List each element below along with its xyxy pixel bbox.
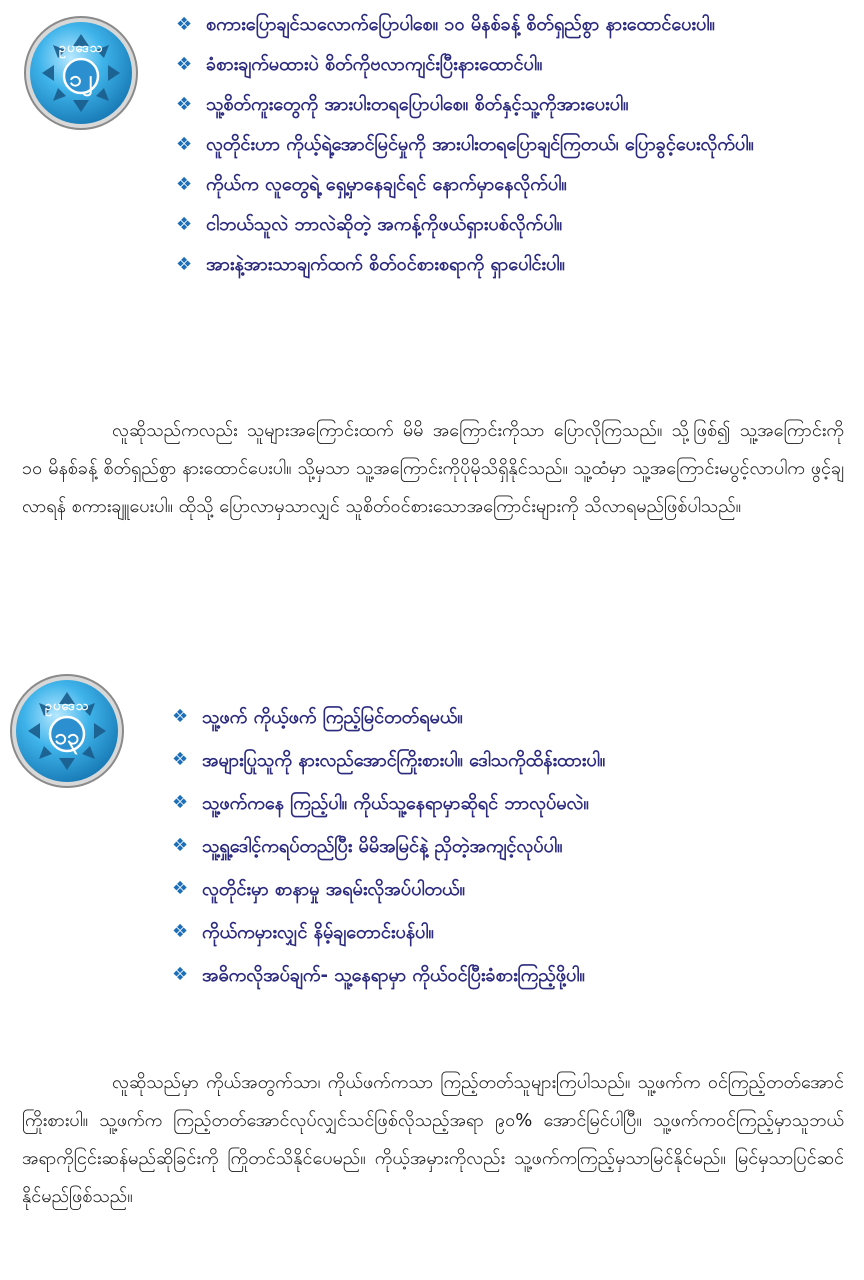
tip-text: ကိုယ်ကမှားလျှင် နိမ့်ချတောင်းပန်ပါ။ — [202, 922, 434, 943]
list-item — [172, 917, 844, 949]
diamond-bullet-icon: ❖ — [176, 94, 193, 115]
diamond-bullet-icon: ❖ — [172, 792, 189, 813]
diamond-bullet-icon: ❖ — [176, 14, 193, 35]
badge-word: ဥပဒေသ — [58, 41, 104, 56]
tip-text: ကိုယ်က လူတွေရဲ့ ရှေ့မှာနေချင်ရင် နောက်မှာနေလိုက်ပါ။ — [206, 174, 567, 195]
tip-text: ခံစားချက်မထားပဲ စိတ်ကိုဗလာကျင်းပြီးနားထောင်ပါ။ — [206, 54, 543, 75]
diamond-bullet-icon: ❖ — [172, 921, 189, 942]
diamond-bullet-icon: ❖ — [172, 749, 189, 770]
badge-number: ၁၃ — [54, 725, 80, 750]
list-item — [172, 874, 844, 906]
diamond-bullet-icon: ❖ — [172, 835, 189, 856]
list-item — [172, 702, 844, 734]
body-paragraph: လူဆိုသည်ကလည်း သူများအကြောင်းထက် မိမိ အကြောင်းကိုသာ ပြောလိုကြသည်။ သို့ဖြစ်၍ သူ့အကြောင်းကို ၁၀ မိနစ်ခန့် စိတ်ရှည်စွာ နားထောင်ပေးပါ။ သို့မှသာ သူ့အကြောင်းကိုပိုမိုသိရှိနိုင်သည်။ သူ့ထံမှာ သူ့အကြောင်းမပွင့်လာပါက ဖွင့်ချလာရန် စကားချူပေးပါ။ ထိုသို့ ပြောလာမှသာလျှင် သူစိတ်ဝင်စားသောအကြောင်းများကို သိလာရမည်ဖြစ်ပါသည်။ — [22, 420, 844, 517]
principle-badge — [8, 672, 126, 790]
tips-list — [172, 702, 844, 1003]
badge-word: ဥပဒေသ — [44, 699, 90, 714]
tip-text: အများပြုသူကို နားလည်အောင်ကြိုးစားပါ။ ဒေါသကိုထိန်းထားပါ။ — [202, 750, 606, 771]
tip-text: အဓိကလိုအပ်ချက်- သူ့နေရာမှာ ကိုယ်ဝင်ပြီးခံစားကြည့်ဖို့ပါ။ — [202, 965, 585, 986]
tip-text: လူတိုင်းမှာ စာနာမှု အရမ်းလိုအပ်ပါတယ်။ — [202, 879, 465, 900]
body-paragraph: လူဆိုသည်မှာ ကိုယ်အတွက်သာ၊ ကိုယ်ဖက်ကသာ ကြည့်တတ်သူများကြပါသည်။ သူ့ဖက်က ဝင်ကြည့်တတ်အောင်ကြိုးစားပါ။ သူ့ဖက်က ကြည့်တတ်အောင်လုပ်လျှင်သင်ဖြစ်လိုသည့်အရာ ၉၀% အောင်မြင်ပါပြီ။ သူ့ဖက်ကဝင်ကြည့်မှာသူဘယ်အရာကိုငြင်းဆန်မည်ဆိုခြင်းကို ကြိုတင်သိနိုင်ပေမည်။ ကိုယ့်အမှားကိုလည်း သူ့ဖက်ကကြည့်မှသာမြင်နိုင်မည်။ မြင်မှသာပြင်ဆင်နိုင်မည်ဖြစ်သည်။ — [22, 1072, 844, 1207]
tip-text: စကားပြောချင်သလောက်ပြောပါစေ။ ၁၀ မိနစ်ခန့် စိတ်ရှည်စွာ နားထောင်ပေးပါ။ — [206, 14, 715, 35]
list-item — [172, 831, 844, 863]
tip-text: လူတိုင်းဟာ ကိုယ့်ရဲ့အောင်မြင်မှုကို အားပါးတရပြောချင်ကြတယ်၊ ပြောခွင့်ပေးလိုက်ပါ။ — [206, 134, 754, 155]
tip-text: အားနဲ့အားသာချက်ထက် စိတ်ဝင်စားစရာကို ရှာပေါင်းပါ။ — [206, 254, 565, 275]
tip-text: သူ့စိတ်ကူးတွေကို အားပါးတရပြောပါစေ။ စိတ်နှင့်သူ့ကိုအားပေးပါ။ — [206, 94, 629, 115]
diamond-bullet-icon: ❖ — [176, 214, 193, 235]
tip-text: သူ့ရှူ့ဒေါင့်ကရပ်တည်ပြီး မိမိအမြင်နဲ့ ညှိတဲ့အကျင့်လုပ်ပါ။ — [202, 836, 563, 857]
badge-number: ၁၂ — [69, 67, 93, 92]
tip-text: ငါဘယ်သူလဲ ဘာလဲဆိုတဲ့ အကန့်ကိုဖယ်ရှားပစ်လိုက်ပါ။ — [206, 214, 563, 235]
list-item — [172, 788, 844, 820]
diamond-bullet-icon: ❖ — [176, 54, 193, 75]
diamond-bullet-icon: ❖ — [172, 964, 189, 985]
tip-text: သူ့ဖက် ကိုယ့်ဖက် ကြည့်မြင်တတ်ရမယ်။ — [202, 707, 463, 728]
list-item — [172, 960, 844, 992]
diamond-bullet-icon: ❖ — [172, 878, 189, 899]
tip-text: သူ့ဖက်ကနေ ကြည့်ပါ။ ကိုယ်သူ့နေရာမှာဆိုရင် ဘာလုပ်မလဲ။ — [202, 793, 589, 814]
diamond-bullet-icon: ❖ — [176, 254, 193, 275]
diamond-bullet-icon: ❖ — [172, 706, 189, 727]
diamond-bullet-icon: ❖ — [176, 174, 193, 195]
diamond-bullet-icon: ❖ — [176, 134, 193, 155]
list-item — [172, 745, 844, 777]
